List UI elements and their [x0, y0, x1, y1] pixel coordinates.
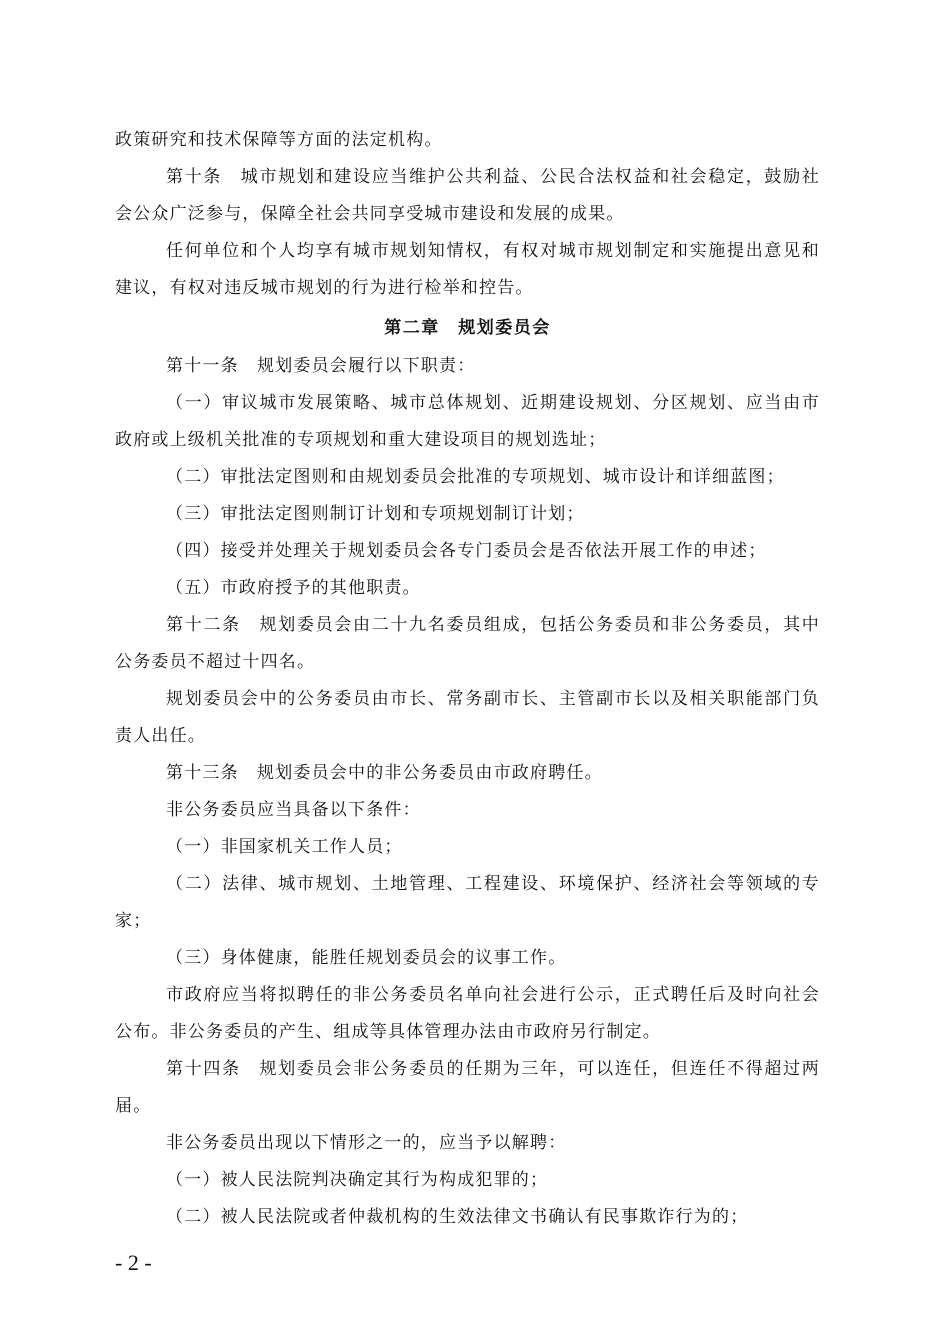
paragraph: 第十四条 规划委员会非公务委员的任期为三年，可以连任，但连任不得超过两届。	[115, 1059, 820, 1116]
paragraph: 非公务委员出现以下情形之一的，应当予以解聘：	[166, 1133, 567, 1153]
paragraphs-after-chapter	[115, 348, 820, 1236]
paragraph: （五）市政府授予的其他职责。	[166, 578, 421, 598]
paragraph: （三）审批法定图则制订计划和专项规划制订计划；	[166, 504, 585, 524]
paragraph: （一）非国家机关工作人员；	[166, 837, 403, 857]
paragraph: （一）被人民法院判决确定其行为构成犯罪的；	[166, 1170, 549, 1190]
paragraph: 市政府应当将拟聘任的非公务委员名单向社会进行公示，正式聘任后及时向社会公布。非公务委员的产生、组成等具体管理办法由市政府另行制定。	[115, 985, 820, 1042]
paragraph: （四）接受并处理关于规划委员会各专门委员会是否依法开展工作的申述；	[166, 541, 767, 561]
document-body	[115, 122, 820, 1236]
paragraph: （三）身体健康，能胜任规划委员会的议事工作。	[166, 948, 567, 968]
paragraph: 第十条 城市规划和建设应当维护公共利益、公民合法权益和社会稳定，鼓励社会公众广泛参与，保障全社会共同享受城市建设和发展的成果。	[115, 167, 820, 224]
page-number: - 2 -	[115, 1250, 152, 1275]
paragraph: 第十二条 规划委员会由二十九名委员组成，包括公务委员和非公务委员，其中公务委员不超过十四名。	[115, 615, 820, 672]
paragraphs-before-chapter	[115, 122, 820, 307]
paragraph: 任何单位和个人均享有城市规划知情权，有权对城市规划制定和实施提出意见和建议，有权对违反城市规划的行为进行检举和控告。	[115, 241, 820, 298]
paragraph: 非公务委员应当具备以下条件：	[166, 800, 421, 820]
paragraph: 规划委员会中的公务委员由市长、常务副市长、主管副市长以及相关职能部门负责人出任。	[115, 689, 820, 746]
paragraph: （一）审议城市发展策略、城市总体规划、近期建设规划、分区规划、应当由市政府或上级机关批准的专项规划和重大建设项目的规划选址；	[115, 393, 820, 450]
paragraph: 第十一条 规划委员会履行以下职责：	[166, 356, 476, 376]
paragraph: 政策研究和技术保障等方面的法定机构。	[115, 130, 443, 150]
chapter-heading: 第二章 规划委员会	[384, 318, 551, 338]
paragraph: （二）被人民法院或者仲裁机构的生效法律文书确认有民事欺诈行为的；	[166, 1207, 749, 1227]
paragraph: 第十三条 规划委员会中的非公务委员由市政府聘任。	[166, 763, 603, 783]
paragraph: （二）审批法定图则和由规划委员会批准的专项规划、城市设计和详细蓝图；	[166, 467, 785, 487]
paragraph: （二）法律、城市规划、土地管理、工程建设、环境保护、经济社会等领域的专家；	[115, 874, 820, 931]
